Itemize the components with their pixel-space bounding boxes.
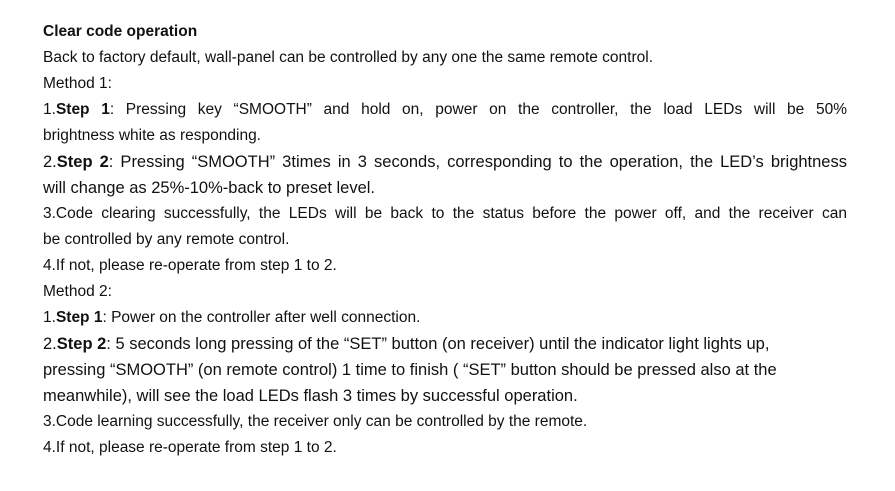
method-1-step-3-line-2: be controlled by any remote control.: [43, 231, 290, 248]
method-1-step-2-line-2: will change as 25%-10%-back to preset level.: [43, 179, 376, 197]
method-2-step-3: 3.Code learning successfully, the receiver only can be controlled by the remote.: [43, 413, 588, 430]
method-1-step-1-line-1: 1.Step 1: Pressing key “SMOOTH” and hold on, power on the controller, the load LEDs will be 50%: [43, 101, 847, 118]
method-2-step-2-line-3: meanwhile), will see the load LEDs flash 3 times by successful operation.: [43, 387, 578, 405]
intro-text: Back to factory default, wall-panel can be controlled by any one the same remote control.: [43, 49, 654, 66]
method-2-step-2-line-2: pressing “SMOOTH” (on remote control) 1 time to finish ( “SET” button should be pressed also at the: [43, 361, 777, 379]
method-1-heading: Method 1:: [43, 75, 112, 92]
method-1-step-3-line-1: 3.Code clearing successfully, the LEDs will be back to the status before the power off, and the receiver can: [43, 205, 847, 222]
method-2-step-1: 1.Step 1: Power on the controller after well connection.: [43, 309, 421, 326]
method-1-step-1-line-2: brightness white as responding.: [43, 127, 261, 144]
step-label: Step 2: [56, 153, 109, 171]
method-1-step-4: 4.If not, please re-operate from step 1 to 2.: [43, 257, 337, 274]
section-title: Clear code operation: [43, 23, 198, 40]
method-1-step-2-line-1: 2.Step 2: Pressing “SMOOTH” 3times in 3 seconds, corresponding to the operation, the LED’s brightness: [43, 153, 847, 171]
method-2-step-2-line-1: 2.Step 2: 5 seconds long pressing of the “SET” button (on receiver) until the indicator light lights up,: [43, 335, 770, 353]
step-label: Step 1: [55, 101, 110, 118]
document-body: [43, 20, 847, 461]
step-label: Step 2: [56, 335, 107, 353]
method-2-heading: Method 2:: [43, 283, 112, 300]
step-label: Step 1: [55, 309, 103, 326]
method-2-step-4: 4.If not, please re-operate from step 1 to 2.: [43, 439, 337, 456]
